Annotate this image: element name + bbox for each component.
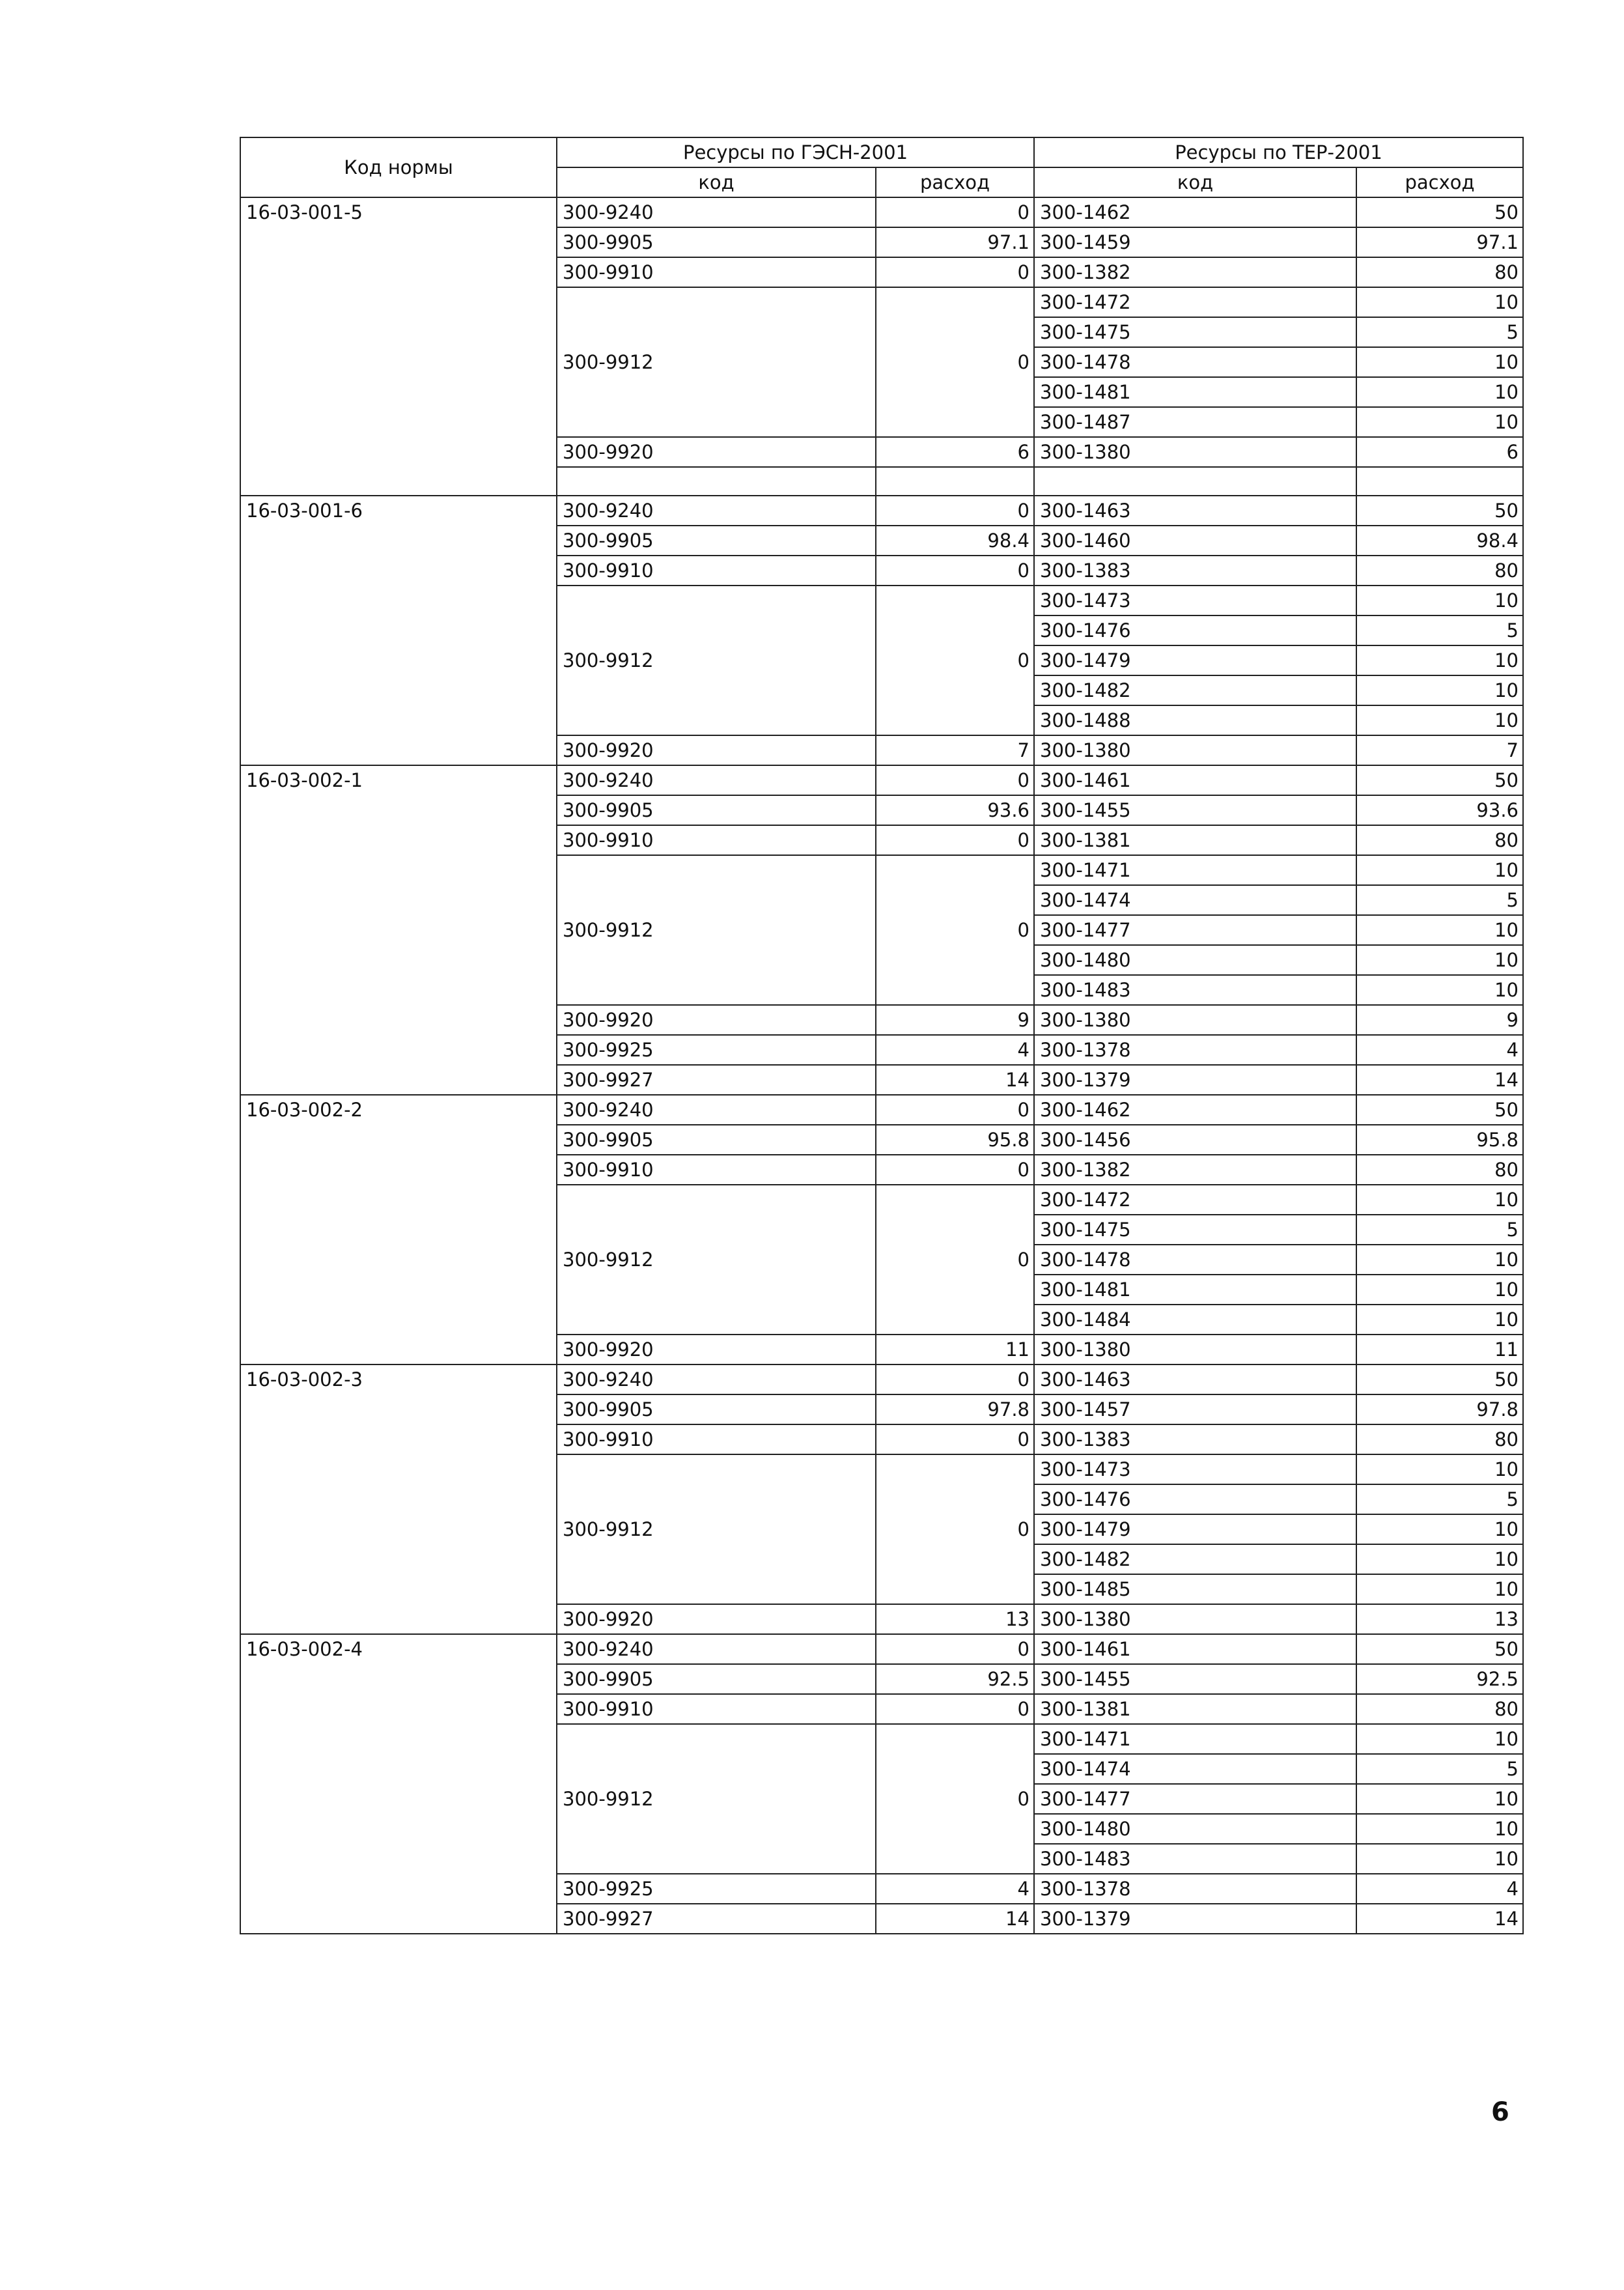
gesn-code-cell: 300-9910 xyxy=(557,1694,876,1724)
ter-code-cell: 300-1485 xyxy=(1034,1574,1356,1604)
ter-consumption-cell: 4 xyxy=(1356,1035,1523,1065)
ter-consumption-cell: 80 xyxy=(1356,1155,1523,1185)
gesn-code-cell: 300-9240 xyxy=(557,1095,876,1125)
ter-consumption-cell: 92.5 xyxy=(1356,1664,1523,1694)
ter-consumption-cell: 10 xyxy=(1356,975,1523,1005)
gesn-code-cell: 300-9910 xyxy=(557,1155,876,1185)
gesn-consumption-cell: 0 xyxy=(876,1185,1034,1335)
norm-code-cell: 16-03-002-2 xyxy=(240,1095,557,1364)
gesn-code-cell: 300-9905 xyxy=(557,1125,876,1155)
gesn-consumption-cell: 11 xyxy=(876,1335,1034,1364)
gesn-consumption-cell: 0 xyxy=(876,1724,1034,1874)
gesn-code-cell: 300-9910 xyxy=(557,556,876,586)
gesn-consumption-cell: 0 xyxy=(876,257,1034,287)
ter-code-cell: 300-1463 xyxy=(1034,1364,1356,1394)
gesn-code-cell: 300-9920 xyxy=(557,1335,876,1364)
header-ter-consumption: расход xyxy=(1356,167,1523,197)
table-row xyxy=(240,496,1523,526)
ter-code-cell: 300-1472 xyxy=(1034,287,1356,317)
empty-cell xyxy=(1356,467,1523,496)
ter-code-cell: 300-1455 xyxy=(1034,795,1356,825)
gesn-consumption-cell: 7 xyxy=(876,735,1034,765)
ter-consumption-cell: 80 xyxy=(1356,825,1523,855)
ter-consumption-cell: 93.6 xyxy=(1356,795,1523,825)
gesn-code-cell: 300-9240 xyxy=(557,496,876,526)
gesn-consumption-cell: 0 xyxy=(876,1634,1034,1664)
table-row xyxy=(240,1634,1523,1664)
ter-consumption-cell: 10 xyxy=(1356,1544,1523,1574)
gesn-code-cell: 300-9912 xyxy=(557,1454,876,1604)
ter-consumption-cell: 80 xyxy=(1356,556,1523,586)
ter-code-cell: 300-1462 xyxy=(1034,197,1356,227)
gesn-code-cell: 300-9912 xyxy=(557,1724,876,1874)
gesn-consumption-cell: 95.8 xyxy=(876,1125,1034,1155)
ter-code-cell: 300-1456 xyxy=(1034,1125,1356,1155)
ter-code-cell: 300-1483 xyxy=(1034,1844,1356,1874)
ter-consumption-cell: 10 xyxy=(1356,1574,1523,1604)
gesn-consumption-cell: 0 xyxy=(876,496,1034,526)
ter-consumption-cell: 10 xyxy=(1356,1275,1523,1305)
gesn-code-cell: 300-9905 xyxy=(557,526,876,556)
gesn-consumption-cell: 0 xyxy=(876,287,1034,437)
ter-consumption-cell: 50 xyxy=(1356,765,1523,795)
gesn-consumption-cell: 0 xyxy=(876,1364,1034,1394)
ter-code-cell: 300-1482 xyxy=(1034,1544,1356,1574)
norm-code-cell: 16-03-002-4 xyxy=(240,1634,557,1934)
ter-consumption-cell: 80 xyxy=(1356,257,1523,287)
ter-consumption-cell: 10 xyxy=(1356,347,1523,377)
ter-code-cell: 300-1476 xyxy=(1034,1484,1356,1514)
gesn-consumption-cell: 93.6 xyxy=(876,795,1034,825)
ter-consumption-cell: 50 xyxy=(1356,1364,1523,1394)
ter-consumption-cell: 10 xyxy=(1356,915,1523,945)
ter-consumption-cell: 10 xyxy=(1356,1814,1523,1844)
ter-consumption-cell: 5 xyxy=(1356,1754,1523,1784)
ter-code-cell: 300-1381 xyxy=(1034,1694,1356,1724)
ter-consumption-cell: 10 xyxy=(1356,945,1523,975)
norm-code-cell: 16-03-002-3 xyxy=(240,1364,557,1634)
ter-consumption-cell: 50 xyxy=(1356,197,1523,227)
ter-code-cell: 300-1477 xyxy=(1034,1784,1356,1814)
ter-code-cell: 300-1382 xyxy=(1034,257,1356,287)
ter-consumption-cell: 95.8 xyxy=(1356,1125,1523,1155)
gesn-consumption-cell: 4 xyxy=(876,1874,1034,1904)
norm-code-cell: 16-03-001-5 xyxy=(240,197,557,496)
gesn-consumption-cell: 97.8 xyxy=(876,1394,1034,1424)
header-gesn: Ресурсы по ГЭСН-2001 xyxy=(557,137,1034,167)
resource-mapping-table xyxy=(240,137,1524,1934)
ter-consumption-cell: 10 xyxy=(1356,1245,1523,1275)
ter-code-cell: 300-1379 xyxy=(1034,1065,1356,1095)
ter-code-cell: 300-1471 xyxy=(1034,855,1356,885)
gesn-code-cell: 300-9905 xyxy=(557,795,876,825)
ter-consumption-cell: 10 xyxy=(1356,855,1523,885)
ter-code-cell: 300-1380 xyxy=(1034,1604,1356,1634)
ter-code-cell: 300-1473 xyxy=(1034,1454,1356,1484)
ter-consumption-cell: 97.8 xyxy=(1356,1394,1523,1424)
ter-consumption-cell: 10 xyxy=(1356,1724,1523,1754)
ter-code-cell: 300-1382 xyxy=(1034,1155,1356,1185)
gesn-consumption-cell: 6 xyxy=(876,437,1034,467)
ter-consumption-cell: 10 xyxy=(1356,1784,1523,1814)
empty-cell xyxy=(1034,467,1356,496)
ter-code-cell: 300-1380 xyxy=(1034,1335,1356,1364)
ter-code-cell: 300-1380 xyxy=(1034,1005,1356,1035)
gesn-consumption-cell: 9 xyxy=(876,1005,1034,1035)
ter-consumption-cell: 6 xyxy=(1356,437,1523,467)
ter-code-cell: 300-1461 xyxy=(1034,765,1356,795)
table-row xyxy=(240,197,1523,227)
gesn-consumption-cell: 0 xyxy=(876,556,1034,586)
gesn-code-cell: 300-9925 xyxy=(557,1035,876,1065)
ter-consumption-cell: 10 xyxy=(1356,1305,1523,1335)
ter-code-cell: 300-1463 xyxy=(1034,496,1356,526)
gesn-consumption-cell: 13 xyxy=(876,1604,1034,1634)
ter-consumption-cell: 10 xyxy=(1356,705,1523,735)
ter-code-cell: 300-1482 xyxy=(1034,675,1356,705)
ter-consumption-cell: 5 xyxy=(1356,615,1523,645)
gesn-consumption-cell: 0 xyxy=(876,1424,1034,1454)
gesn-code-cell: 300-9912 xyxy=(557,287,876,437)
ter-code-cell: 300-1462 xyxy=(1034,1095,1356,1125)
table-row xyxy=(240,765,1523,795)
gesn-consumption-cell: 0 xyxy=(876,825,1034,855)
ter-code-cell: 300-1472 xyxy=(1034,1185,1356,1215)
ter-consumption-cell: 10 xyxy=(1356,1514,1523,1544)
ter-consumption-cell: 11 xyxy=(1356,1335,1523,1364)
ter-consumption-cell: 7 xyxy=(1356,735,1523,765)
ter-consumption-cell: 5 xyxy=(1356,317,1523,347)
ter-code-cell: 300-1483 xyxy=(1034,975,1356,1005)
table-row xyxy=(240,1364,1523,1394)
gesn-code-cell: 300-9927 xyxy=(557,1065,876,1095)
ter-consumption-cell: 5 xyxy=(1356,1215,1523,1245)
table-body xyxy=(240,197,1523,1934)
header-gesn-code: код xyxy=(557,167,876,197)
ter-code-cell: 300-1475 xyxy=(1034,1215,1356,1245)
ter-consumption-cell: 50 xyxy=(1356,1634,1523,1664)
ter-consumption-cell: 13 xyxy=(1356,1604,1523,1634)
ter-consumption-cell: 80 xyxy=(1356,1424,1523,1454)
gesn-consumption-cell: 0 xyxy=(876,197,1034,227)
ter-code-cell: 300-1474 xyxy=(1034,1754,1356,1784)
gesn-code-cell: 300-9920 xyxy=(557,1604,876,1634)
gesn-code-cell: 300-9927 xyxy=(557,1904,876,1934)
gesn-code-cell: 300-9240 xyxy=(557,1634,876,1664)
header-norm-code: Код нормы xyxy=(240,137,557,197)
ter-code-cell: 300-1460 xyxy=(1034,526,1356,556)
ter-consumption-cell: 10 xyxy=(1356,675,1523,705)
ter-consumption-cell: 5 xyxy=(1356,1484,1523,1514)
ter-consumption-cell: 10 xyxy=(1356,1844,1523,1874)
ter-code-cell: 300-1487 xyxy=(1034,407,1356,437)
ter-code-cell: 300-1480 xyxy=(1034,1814,1356,1844)
gesn-code-cell: 300-9905 xyxy=(557,227,876,257)
ter-code-cell: 300-1383 xyxy=(1034,1424,1356,1454)
ter-code-cell: 300-1479 xyxy=(1034,1514,1356,1544)
gesn-consumption-cell: 4 xyxy=(876,1035,1034,1065)
header-gesn-consumption: расход xyxy=(876,167,1034,197)
ter-code-cell: 300-1471 xyxy=(1034,1724,1356,1754)
ter-code-cell: 300-1457 xyxy=(1034,1394,1356,1424)
ter-consumption-cell: 10 xyxy=(1356,1454,1523,1484)
gesn-consumption-cell: 14 xyxy=(876,1904,1034,1934)
ter-code-cell: 300-1461 xyxy=(1034,1634,1356,1664)
gesn-code-cell: 300-9905 xyxy=(557,1664,876,1694)
header-ter: Ресурсы по ТЕР-2001 xyxy=(1034,137,1523,167)
gesn-code-cell: 300-9920 xyxy=(557,735,876,765)
ter-code-cell: 300-1455 xyxy=(1034,1664,1356,1694)
ter-consumption-cell: 9 xyxy=(1356,1005,1523,1035)
ter-code-cell: 300-1459 xyxy=(1034,227,1356,257)
ter-code-cell: 300-1379 xyxy=(1034,1904,1356,1934)
ter-code-cell: 300-1474 xyxy=(1034,885,1356,915)
ter-consumption-cell: 10 xyxy=(1356,586,1523,615)
ter-consumption-cell: 10 xyxy=(1356,377,1523,407)
header-row-top xyxy=(240,137,1523,167)
ter-consumption-cell: 50 xyxy=(1356,1095,1523,1125)
ter-consumption-cell: 50 xyxy=(1356,496,1523,526)
table-row xyxy=(240,1095,1523,1125)
ter-code-cell: 300-1476 xyxy=(1034,615,1356,645)
ter-code-cell: 300-1383 xyxy=(1034,556,1356,586)
ter-consumption-cell: 10 xyxy=(1356,287,1523,317)
gesn-consumption-cell: 0 xyxy=(876,765,1034,795)
gesn-code-cell: 300-9920 xyxy=(557,1005,876,1035)
gesn-consumption-cell: 92.5 xyxy=(876,1664,1034,1694)
ter-code-cell: 300-1475 xyxy=(1034,317,1356,347)
ter-code-cell: 300-1381 xyxy=(1034,825,1356,855)
ter-code-cell: 300-1484 xyxy=(1034,1305,1356,1335)
gesn-consumption-cell: 98.4 xyxy=(876,526,1034,556)
gesn-code-cell: 300-9240 xyxy=(557,1364,876,1394)
gesn-consumption-cell: 14 xyxy=(876,1065,1034,1095)
ter-code-cell: 300-1473 xyxy=(1034,586,1356,615)
empty-cell xyxy=(557,467,876,496)
ter-consumption-cell: 14 xyxy=(1356,1904,1523,1934)
gesn-code-cell: 300-9925 xyxy=(557,1874,876,1904)
gesn-code-cell: 300-9910 xyxy=(557,1424,876,1454)
ter-consumption-cell: 14 xyxy=(1356,1065,1523,1095)
ter-consumption-cell: 98.4 xyxy=(1356,526,1523,556)
page-number: 6 xyxy=(1491,2097,1509,2127)
gesn-code-cell: 300-9905 xyxy=(557,1394,876,1424)
ter-code-cell: 300-1479 xyxy=(1034,645,1356,675)
gesn-code-cell: 300-9240 xyxy=(557,765,876,795)
gesn-consumption-cell: 0 xyxy=(876,1454,1034,1604)
gesn-code-cell: 300-9912 xyxy=(557,1185,876,1335)
ter-consumption-cell: 5 xyxy=(1356,885,1523,915)
ter-code-cell: 300-1481 xyxy=(1034,377,1356,407)
gesn-consumption-cell: 0 xyxy=(876,855,1034,1005)
ter-code-cell: 300-1478 xyxy=(1034,1245,1356,1275)
gesn-consumption-cell: 97.1 xyxy=(876,227,1034,257)
ter-consumption-cell: 80 xyxy=(1356,1694,1523,1724)
gesn-code-cell: 300-9912 xyxy=(557,586,876,735)
norm-code-cell: 16-03-001-6 xyxy=(240,496,557,765)
ter-consumption-cell: 10 xyxy=(1356,407,1523,437)
gesn-consumption-cell: 0 xyxy=(876,1155,1034,1185)
gesn-code-cell: 300-9240 xyxy=(557,197,876,227)
ter-consumption-cell: 97.1 xyxy=(1356,227,1523,257)
gesn-code-cell: 300-9910 xyxy=(557,825,876,855)
ter-consumption-cell: 4 xyxy=(1356,1874,1523,1904)
ter-code-cell: 300-1477 xyxy=(1034,915,1356,945)
ter-code-cell: 300-1480 xyxy=(1034,945,1356,975)
ter-code-cell: 300-1478 xyxy=(1034,347,1356,377)
empty-cell xyxy=(876,467,1034,496)
ter-consumption-cell: 10 xyxy=(1356,1185,1523,1215)
norm-code-cell: 16-03-002-1 xyxy=(240,765,557,1095)
gesn-consumption-cell: 0 xyxy=(876,586,1034,735)
ter-consumption-cell: 10 xyxy=(1356,645,1523,675)
gesn-code-cell: 300-9920 xyxy=(557,437,876,467)
ter-code-cell: 300-1488 xyxy=(1034,705,1356,735)
gesn-consumption-cell: 0 xyxy=(876,1095,1034,1125)
gesn-code-cell: 300-9910 xyxy=(557,257,876,287)
ter-code-cell: 300-1378 xyxy=(1034,1035,1356,1065)
gesn-consumption-cell: 0 xyxy=(876,1694,1034,1724)
gesn-code-cell: 300-9912 xyxy=(557,855,876,1005)
header-ter-code: код xyxy=(1034,167,1356,197)
ter-code-cell: 300-1481 xyxy=(1034,1275,1356,1305)
ter-code-cell: 300-1380 xyxy=(1034,437,1356,467)
ter-code-cell: 300-1380 xyxy=(1034,735,1356,765)
ter-code-cell: 300-1378 xyxy=(1034,1874,1356,1904)
